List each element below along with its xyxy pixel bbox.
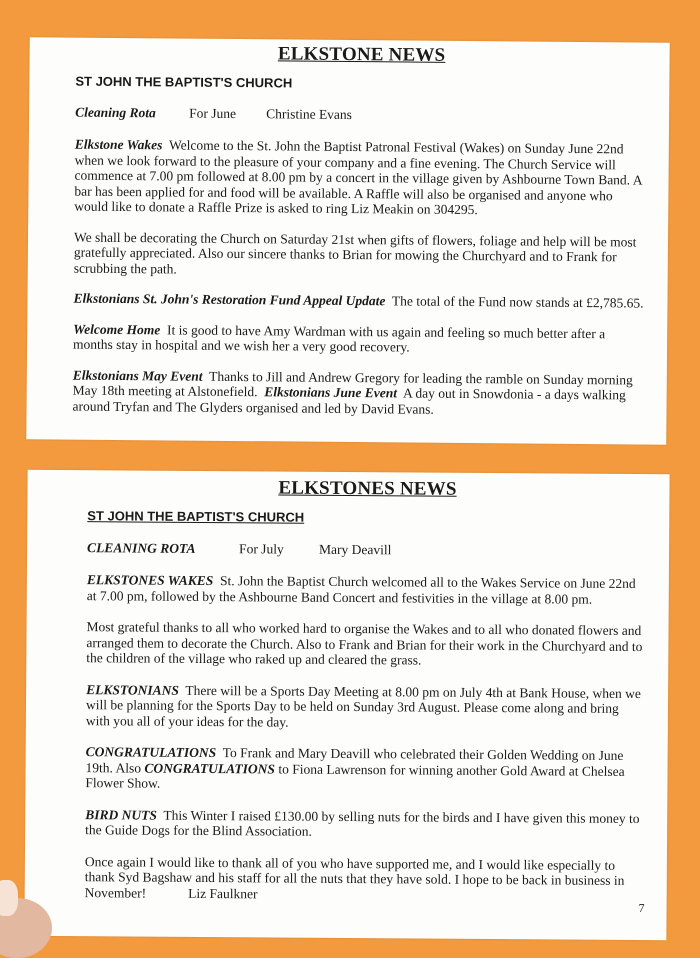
rota-name: Christine Evans (266, 106, 353, 123)
paragraph-wakes: Elkstone Wakes Welcome to the St. John the Baptist Patronal Festival (Wakes) on Sunday June 22nd when we look forward to the pleasure of your company and a fine evening. The Church Service will commence at 7.00 pm followed at 8.00 pm by a concert in the village given by Ashbourne Town Band. A bar has been applied for and food will be available. A Raffle will also be organised and anyone who would like to donate a Raffle Prize is asked to ring Liz Meakin on 304295. (74, 136, 642, 218)
newsletter-title: ELKSTONES NEWS (278, 477, 457, 500)
page-number: 7 (638, 901, 645, 916)
paragraph-closing: Once again I would like to thank all of you who have supported me, and I would like especially to thank Syd Bagshaw and his staff for all the nuts that they have sold. I hope to be back in business in November! Liz Faulkner (84, 853, 625, 901)
paragraph-wakes: ELKSTONES WAKES St. John the Baptist Church welcomed all to the Wakes Service on June 22nd at 7.00 pm, followed by the Ashbourne Band Concert and festivities in the village at 8.00 pm. (86, 572, 636, 607)
paragraph-decorating: We shall be decorating the Church on Saturday 21st when gifts of flowers, foliage and help will be most gratefully appreciated. Also our sincere thanks to Brian for mowing the Churchyard and to Frank for scrubbing the path. (73, 229, 637, 277)
paragraph-elkstonians: ELKSTONIANS There will be a Sports Day Meeting at 8.00 pm on July 4th at Bank House, when we will be planning for the Sports Day to be held on Sunday 3rd August. Please come along and bring with you all of your ideas for the day. (85, 681, 641, 730)
signature: Liz Faulkner (188, 885, 258, 901)
rota-label: CLEANING ROTA (87, 540, 196, 556)
newsletter-title: ELKSTONE NEWS (277, 43, 446, 66)
paper-corner (0, 880, 18, 916)
paragraph-events: Elkstonians May Event Thanks to Jill and Andrew Gregory for leading the ramble on Sunday morning May 18th meeting at Alstonefield. Elkstonians June Event A day out in Snowdonia - a days walking around Tryfan and The Glyders organised and led by David Evans. (72, 367, 633, 417)
paragraph-thanks: Most grateful thanks to all who worked hard to organise the Wakes and to all who donated flowers and arranged them to decorate the Church. Also to Frank and Brian for their work in the Churchyard and to the children of the village who raked up and cleared the grass. (86, 619, 643, 668)
church-heading: ST JOHN THE BAPTIST'S CHURCH (87, 508, 305, 525)
paragraph-congratulations: CONGRATULATIONS To Frank and Mary Deavill who celebrated their Golden Wedding on June 19th. Also CONGRATULATIONS to Fiona Lawrenson for winning another Gold Award at Chelsea Flower Show. (85, 744, 625, 791)
newsletter-clipping-june (26, 37, 669, 445)
rota-name: Mary Deavill (319, 541, 392, 558)
rota-period: For July (239, 541, 284, 557)
paragraph-welcome-home: Welcome Home It is good to have Amy Wardman with us again and feeling so much better after a months stay in hospital and we wish her a very good recovery. (73, 321, 606, 355)
cleaning-rota (87, 540, 647, 560)
rota-period: For June (189, 105, 237, 122)
rota-label: Cleaning Rota (75, 104, 156, 121)
cleaning-rota (75, 105, 647, 126)
paragraph-bird-nuts: BIRD NUTS This Winter I raised £130.00 by selling nuts for the birds and I have given this money to the Guide Dogs for the Blind Association. (85, 806, 640, 839)
newsletter-clipping-july (24, 470, 669, 940)
church-heading: ST JOHN THE BAPTIST'S CHURCH (75, 73, 293, 91)
paragraph-restoration-fund: Elkstonians St. John's Restoration Fund Appeal Update The total of the Fund now stands at £2,785.65. (73, 290, 644, 311)
